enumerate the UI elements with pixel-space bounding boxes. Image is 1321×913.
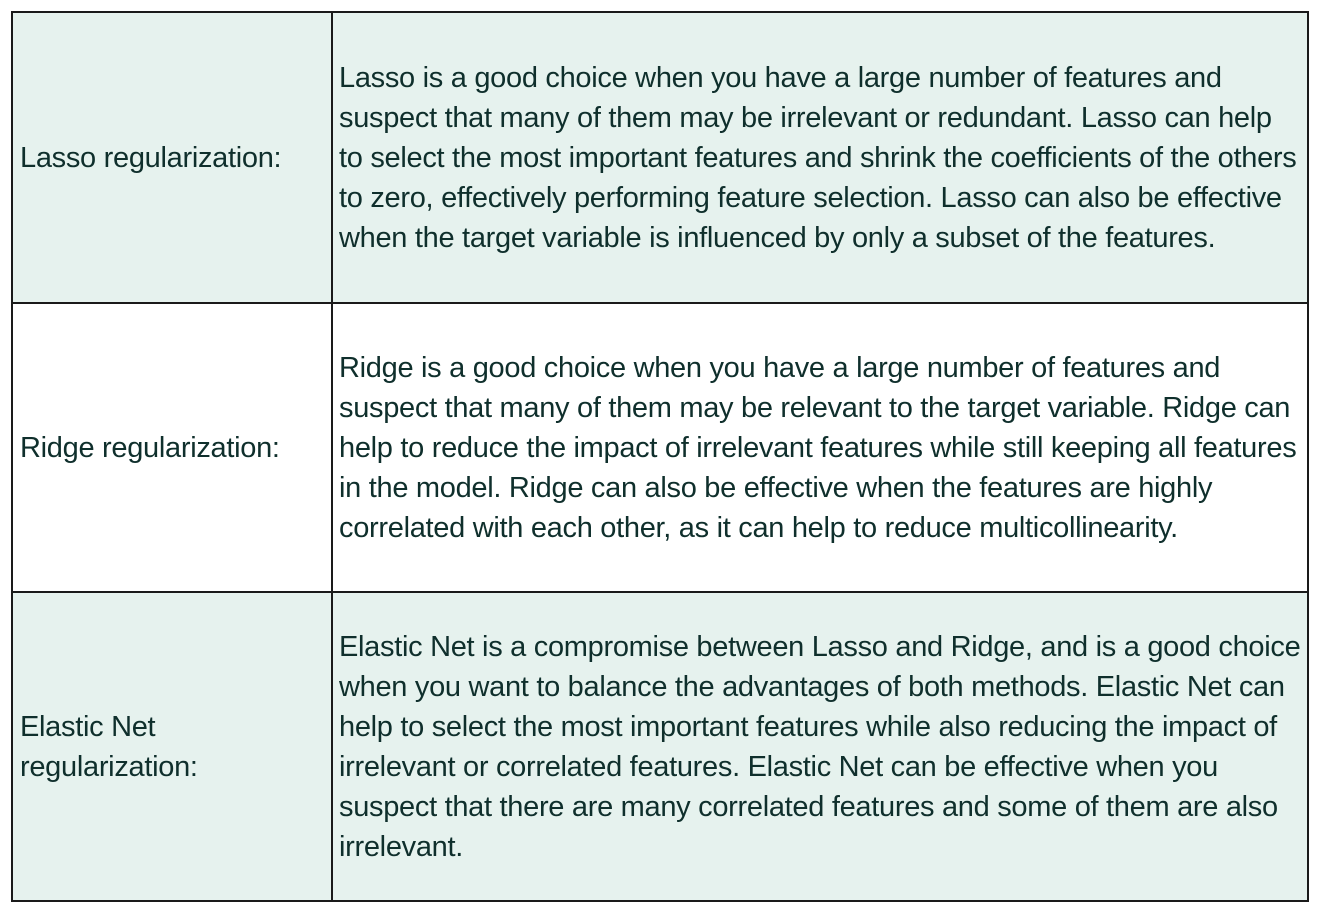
table-row-description: Lasso is a good choice when you have a large number of features and suspect that many of them may be irrelevant or redundant. Lasso can help to select the most important features and shrink the coefficients of the others to zero, effectively performing feature selection. Lasso can also be effective when the target variable is influenced by only a subset of the features. — [333, 13, 1307, 302]
table-row-label: Elastic Net regularization: — [13, 591, 333, 900]
regularization-comparison-table — [11, 11, 1309, 902]
table-row-label: Ridge regularization: — [13, 302, 333, 591]
table-row-label: Lasso regularization: — [13, 13, 333, 302]
table-row-description: Ridge is a good choice when you have a large number of features and suspect that many of them may be relevant to the target variable. Ridge can help to reduce the impact of irrelevant features while still keeping all features in the model. Ridge can also be effective when the features are highly correlated with each other, as it can help to reduce multicollinearity. — [333, 302, 1307, 591]
table-row-description: Elastic Net is a compromise between Lasso and Ridge, and is a good choice when you want to balance the advantages of both methods. Elastic Net can help to select the most important features while also reducing the impact of irrelevant or correlated features. Elastic Net can be effective when you suspect that there are many correlated features and some of them are also irrelevant. — [333, 591, 1307, 900]
